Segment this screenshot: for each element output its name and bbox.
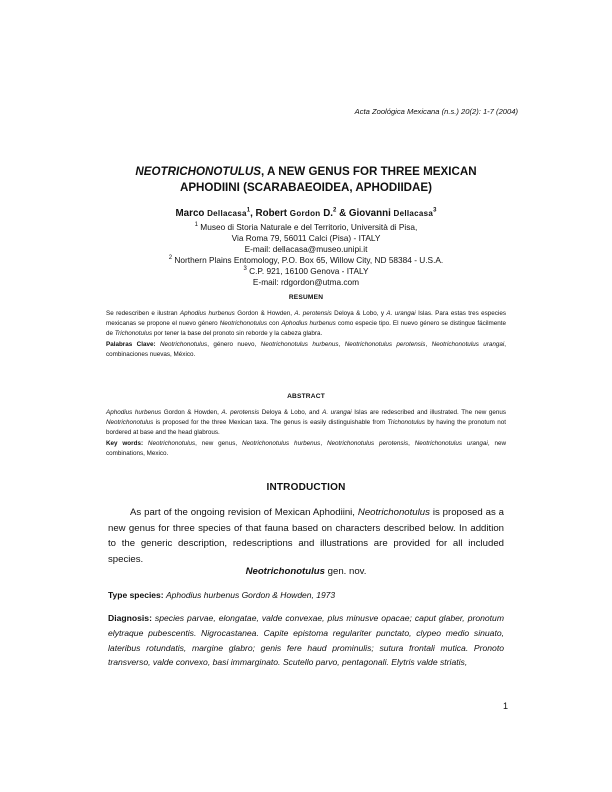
affiliation-1-text: Museo di Storia Naturale e del Territorio, Università di Pisa, [197, 222, 418, 232]
article-title [100, 164, 512, 196]
title-genus: NEOTRICHONOTULUS [135, 165, 262, 178]
author-2-last: Gordon [289, 209, 321, 218]
introduction-heading: INTRODUCTION [266, 482, 346, 493]
title-line-2: APHODIINI (SCARABAEOIDEA, APHODIIDAE) [179, 181, 433, 194]
affiliation-3-email: E-mail: rdgordon@utma.com [252, 277, 360, 288]
resumen-body [106, 309, 506, 360]
author-list [100, 208, 512, 219]
affiliations [120, 222, 492, 289]
affiliation-2-text: Northern Plains Entomology, P.O. Box 65, Willow City, ND 58384 - U.S.A. [172, 255, 444, 266]
type-species-label: Type species: [108, 590, 166, 600]
author-2-first: , Robert [250, 208, 290, 219]
diagnosis-text: species parvae, elongatae, valde convexae, plus minusve opacae; caput glaber, pronotum elytraque pubescentis. Nigrocastanea. Capite epistoma regulariter punctato, clypeo medio sinuato, lateribus rotundatis, margine glabro; genis fere haud prominulis; sutura frontali mutica. Pronoto transverso, valde convexo, basi immarginato. Scutello parvo, pentagonali. Elytris valde striatis, [108, 613, 504, 668]
diagnosis [108, 611, 504, 670]
author-3-last: Dellacasa [393, 209, 434, 218]
genus-status: gen. nov. [324, 566, 367, 577]
affiliation-3-text: C.P. 921, 16100 Genova - ITALY [246, 266, 369, 277]
type-species [108, 590, 335, 600]
author-3-sup: 3 [433, 207, 437, 214]
resumen-heading: RESUMEN [288, 294, 324, 301]
resumen-keywords: Palabras Clave: Neotrichonotulus, género nuevo, Neotrichonotulus hurbenus, Neotrichonotulus perotensis, Neotrichonotulus urangai, combinaciones nuevas, México. [106, 340, 507, 358]
introduction-paragraph: As part of the ongoing revision of Mexican Aphodiini, Neotrichonotulus is proposed as a new genus for three species of that fauna based on characters described below. In addition to the generic description, redescriptions and illustrations are provided for all included species. [108, 507, 504, 566]
genus-heading [100, 566, 512, 577]
abstract-heading: ABSTRACT [287, 393, 325, 400]
introduction-body [108, 505, 504, 568]
abstract-body [106, 408, 506, 459]
page-number: 1 [502, 701, 508, 711]
title-line-1 [100, 164, 512, 180]
type-species-value: Aphodius hurbenus Gordon & Howden, 1973 [165, 590, 336, 600]
affiliation-1-email: E-mail: dellacasa@museo.unipi.it [244, 244, 368, 255]
author-1-sup: 1 [246, 207, 251, 214]
author-2-sup: 2 [333, 207, 337, 214]
author-1-first: Marco [175, 208, 208, 219]
diagnosis-label: Diagnosis: [108, 613, 152, 623]
abstract-keywords: Key words: Neotrichonotulus, new genus, Neotrichonotulus hurbenus, Neotrichonotulus perotensis, Neotrichonotulus urangai, new combinations, Mexico. [106, 439, 506, 457]
affiliation-1-line-1 [120, 222, 492, 233]
author-2-initial: D. [320, 208, 334, 219]
affiliation-1-sup: 1 [194, 222, 198, 229]
journal-citation: Acta Zoológica Mexicana (n.s.) 20(2): 1-7 (2004) [354, 107, 518, 116]
title-line-1-rest: , A NEW GENUS FOR THREE MEXICAN [261, 165, 477, 178]
affiliation-2-line-1 [120, 255, 492, 266]
author-1-last: Dellacasa [207, 209, 247, 218]
resumen-paragraph: Se redescriben e ilustran Aphodius hurbenus Gordon & Howden, A. perotensis Deloya & Lobo, y A. urangai Islas. Para estas tres especies mexicanas se propone el nuevo género Neotrichonotulus con Aphodius hurbenus como especie tipo. El nuevo género se distingue fácilmente de Trichonotulus por tener la base del pronoto sin reborde y la cabeza glabra. [106, 310, 507, 338]
affiliation-3-sup: 3 [243, 266, 247, 273]
affiliation-2-sup: 2 [168, 255, 173, 262]
author-3-first: & Giovanni [336, 208, 394, 219]
genus-name: Neotrichonotulus [245, 566, 325, 577]
affiliation-1-line-2: Via Roma 79, 56011 Calci (Pisa) - ITALY [231, 233, 381, 244]
abstract-paragraph: Aphodius hurbenus Gordon & Howden, A. perotensis Deloya & Lobo, and A. urangai Islas are redescribed and illustrated. The new genus Neotrichonotulus is proposed for the three Mexican taxa. The genus is easily distinguishable from Trichonotulus by having the pronotum not bordered at base and the head glabrous. [106, 409, 506, 437]
affiliation-3-line-1 [120, 266, 492, 277]
